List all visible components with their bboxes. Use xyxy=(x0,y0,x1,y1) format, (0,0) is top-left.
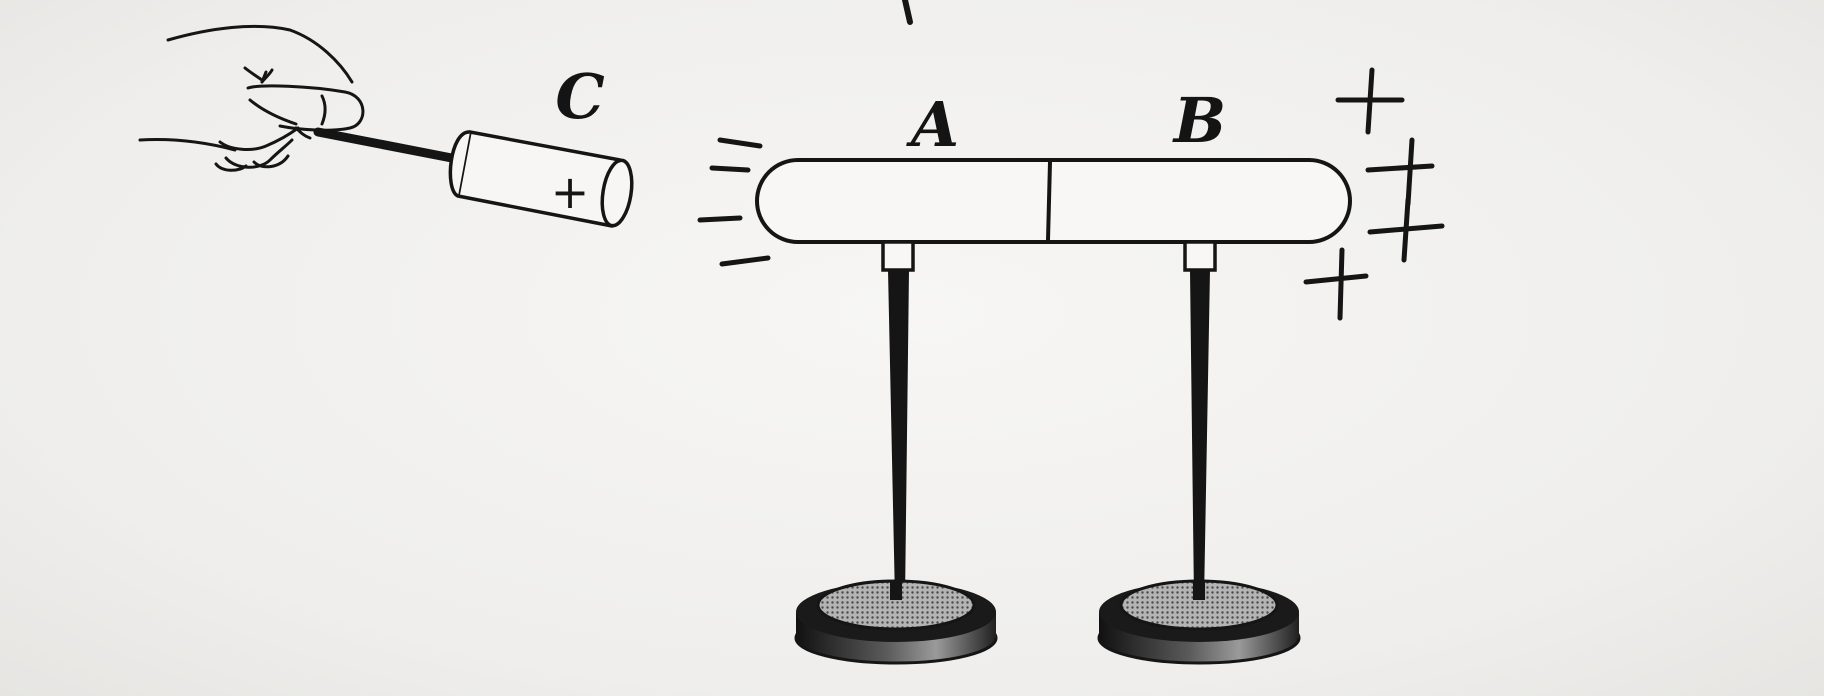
stand-b xyxy=(1099,242,1299,663)
label-c: C xyxy=(555,60,605,133)
stand-a xyxy=(796,242,996,663)
label-b: B xyxy=(1173,84,1227,157)
insulating-handle xyxy=(318,132,462,160)
bar-divider xyxy=(1048,162,1050,240)
label-a: A xyxy=(910,88,960,161)
charged-rod-c xyxy=(450,132,636,228)
top-ink-mark xyxy=(905,0,910,22)
conductor-bar xyxy=(757,160,1350,242)
rod-charge-sign: + xyxy=(550,165,590,219)
hand-icon xyxy=(140,26,363,170)
